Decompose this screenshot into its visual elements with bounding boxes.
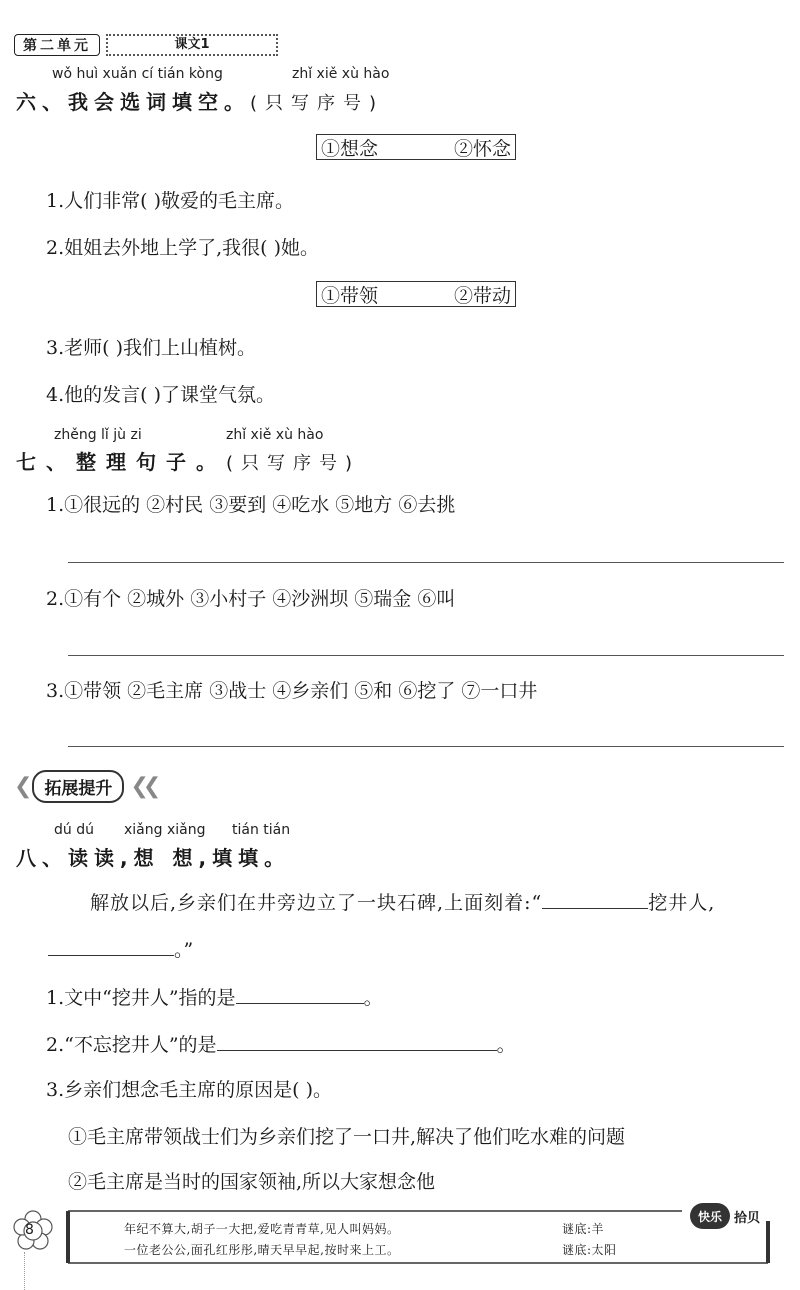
section8-pinyin-a: dú dú [54, 822, 94, 838]
section6-title [16, 86, 384, 115]
riddle-answer-2: 谜底:太阳 [562, 1243, 617, 1257]
riddle-box-border [62, 1207, 788, 1267]
section8-pinyin-b: xiǎng xiǎng [124, 822, 206, 838]
section6-note: (只写序号) [250, 93, 385, 114]
riddle-answer-1: 谜底:羊 [562, 1222, 605, 1236]
passage-text-a: 解放以后,乡亲们在井旁边立了一块石碑,上面刻着:“ [90, 892, 543, 914]
passage-end: 。” [174, 939, 194, 961]
question-8-2-text: 2.“不忘挖井人”的是 [46, 1034, 217, 1056]
section7-title-text: 七、整理句子。 [16, 450, 226, 474]
happy-badge: 快乐 [690, 1203, 730, 1229]
question-8-1-end: 。 [363, 987, 383, 1009]
option-box-1-opt1: ①想念 [321, 137, 379, 160]
passage-line-2 [48, 935, 193, 962]
section7-pinyin-b: zhǐ xiě xù hào [226, 427, 324, 443]
unit-label: 第二单元 [14, 34, 100, 56]
riddle-1: 年纪不算大,胡子一大把,爱吃青青草,见人叫妈妈。 [124, 1222, 400, 1236]
chevron-left-icon: ❮ [14, 773, 27, 799]
question-6-3: 3.老师( )我们上山植树。 [46, 337, 256, 359]
section6-pinyin-b: zhǐ xiě xù hào [292, 66, 390, 82]
option-box-2 [316, 281, 516, 307]
question-6-1: 1.人们非常( )敬爱的毛主席。 [46, 190, 294, 212]
question-8-2 [46, 1030, 516, 1057]
sentence-7-2: 2.①有个 ②城外 ③小村子 ④沙洲坝 ⑤瑞金 ⑥叫 [46, 588, 456, 610]
section6-pinyin-a: wǒ huì xuǎn cí tián kòng [52, 66, 223, 82]
question-6-2: 2.姐姐去外地上学了,我很( )她。 [46, 237, 320, 259]
section7-note: (只写序号) [226, 453, 361, 474]
section8-pinyin-c: tián tián [232, 822, 291, 838]
question-8-2-blank[interactable] [217, 1032, 497, 1051]
answer-line-7-1[interactable] [68, 562, 784, 563]
passage-blank-2[interactable] [48, 937, 174, 956]
option-box-2-opt2: ②带动 [453, 284, 511, 307]
sentence-7-1: 1.①很远的 ②村民 ③要到 ④吃水 ⑤地方 ⑥去挑 [46, 494, 456, 516]
shell-badge-label: 拾贝 [734, 1211, 761, 1226]
section8-title: 八、读读,想 想,填填。 [16, 846, 291, 870]
page-number: 8 [25, 1222, 34, 1238]
question-8-3: 3.乡亲们想念毛主席的原因是( )。 [46, 1079, 332, 1101]
question-6-4: 4.他的发言( )了课堂气氛。 [46, 384, 275, 406]
option-box-1-opt2: ②怀念 [453, 137, 511, 160]
choice-8-3-1: ①毛主席带领战士们为乡亲们挖了一口井,解决了他们吃水难的问题 [68, 1126, 626, 1148]
choice-8-3-2: ②毛主席是当时的国家领袖,所以大家想念他 [68, 1171, 436, 1193]
passage-text-b: 挖井人, [648, 892, 716, 914]
option-box-1 [316, 134, 516, 160]
passage-blank-1[interactable] [542, 890, 648, 909]
question-8-1-blank[interactable] [236, 985, 364, 1004]
extension-banner [14, 772, 155, 800]
chevron-left-double-icon: ❮❮ [130, 773, 156, 799]
answer-line-7-2[interactable] [68, 655, 784, 656]
question-8-1-text: 1.文中“挖井人”指的是 [46, 987, 236, 1009]
lesson-label: 课文1 [106, 34, 278, 56]
question-8-1 [46, 983, 383, 1010]
option-box-2-opt1: ①带领 [321, 284, 379, 307]
footer-divider [24, 1252, 25, 1290]
section7-pinyin-a: zhěng lǐ jù zi [54, 427, 142, 443]
section7-title [16, 446, 360, 475]
riddle-2: 一位老公公,面孔红彤彤,晴天早早起,按时来上工。 [124, 1243, 400, 1257]
question-8-2-end: 。 [496, 1034, 516, 1056]
banner-label: 拓展提升 [32, 770, 124, 803]
answer-line-7-3[interactable] [68, 746, 784, 747]
riddle-box [62, 1207, 788, 1267]
section6-title-text: 六、我会选词填空。 [16, 90, 250, 114]
sentence-7-3: 3.①带领 ②毛主席 ③战士 ④乡亲们 ⑤和 ⑥挖了 ⑦一口井 [46, 680, 538, 702]
passage-line-1 [90, 888, 715, 915]
